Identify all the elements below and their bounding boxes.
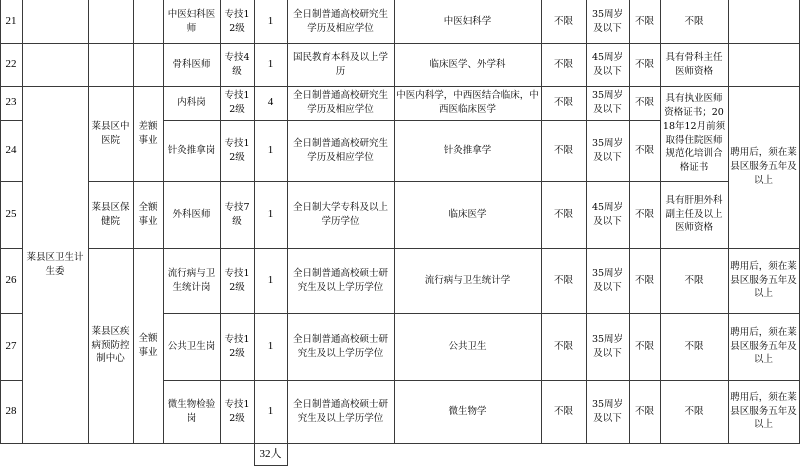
cell-education [287, 0, 394, 43]
cell-age [586, 181, 629, 248]
cell-level [220, 86, 254, 120]
cell-count-text: 1 [267, 207, 274, 220]
cell-c2 [629, 248, 660, 313]
cell-count [254, 248, 287, 313]
cell-post [163, 0, 220, 43]
cell-other [660, 181, 728, 248]
cell-level [220, 248, 254, 313]
cell-id-text: 21 [5, 14, 17, 27]
cell-c2-text: 不限 [634, 58, 654, 70]
cell-other [660, 43, 728, 86]
cell-c1-text: 不限 [553, 208, 573, 220]
cell-major-text: 微生物学 [448, 405, 487, 417]
cell-post-text: 中医妇科医师 [167, 8, 216, 34]
cell-post-text: 骨科医师 [172, 58, 211, 70]
cell-count-text: 4 [267, 96, 274, 109]
cell-level [220, 181, 254, 248]
funding-type-cell-text: 差额事业 [138, 120, 158, 146]
cell-level [220, 120, 254, 181]
cell-remark-text: 聘用后，须在莱县区服务五年及以上 [730, 391, 797, 431]
cell-education [287, 248, 394, 313]
cell-education [287, 313, 394, 380]
cell-count-text: 1 [267, 57, 274, 70]
cell-post-text: 针灸推拿岗 [167, 144, 216, 156]
funding-type-cell [133, 248, 163, 443]
cell-id-text: 22 [5, 57, 17, 70]
cell-c1 [541, 43, 586, 86]
cell-level-text: 专技12级 [224, 8, 250, 34]
cell-education-text: 国民教育本科及以上学历 [292, 51, 388, 77]
cell-age [586, 0, 629, 43]
cell-c1 [541, 313, 586, 380]
cell-education-text: 全日制普通高校研究生学历及相应学位 [292, 90, 388, 115]
cell-other [660, 248, 728, 313]
cell-education [287, 181, 394, 248]
funding-type-cell-text: 全额事业 [138, 332, 158, 358]
cell-other-text: 不限 [684, 340, 704, 352]
cell-level [220, 313, 254, 380]
cell-c2-text: 不限 [634, 405, 654, 417]
cell-major-text: 中医妇科学 [443, 15, 492, 27]
cell-id-text: 27 [5, 339, 17, 352]
cell-count [254, 86, 287, 120]
cell-post-text: 公共卫生岗 [167, 340, 216, 352]
cell-remark-text: 聘用后，须在莱县区服务五年及以上 [730, 326, 797, 366]
cell-post [163, 313, 220, 380]
cell-c2 [629, 0, 660, 43]
cell-major-text: 流行病与卫生统计学 [424, 274, 511, 286]
cell-education-text: 全日制普通高校硕士研究生及以上学历学位 [292, 398, 388, 424]
cell-education-text: 全日制普通高校硕士研究生及以上学历学位 [292, 267, 388, 293]
cell-count-text: 1 [267, 143, 274, 156]
unit-cell-text: 莱县区保健院 [91, 201, 130, 227]
cell-age [586, 86, 629, 120]
unit-cell [88, 86, 133, 181]
cell-c2 [629, 120, 660, 181]
cell-id [0, 380, 22, 443]
cell-count [254, 181, 287, 248]
cell-count [254, 313, 287, 380]
cell-level [220, 0, 254, 43]
cell-id-text: 25 [5, 207, 17, 220]
total-cell-text: 32人 [259, 447, 282, 460]
department-cell-text: 莱县区卫生计生委 [26, 251, 84, 277]
cell-c2 [629, 313, 660, 380]
cell-major-text: 临床医学、外学科 [429, 58, 506, 70]
cell-education [287, 43, 394, 86]
cell-count-text: 1 [267, 14, 274, 27]
cell-c1-text: 不限 [553, 58, 573, 70]
other-requirement-cell-text: 具有执业医师资格证书；2018年12月前须取得住院医师规范化培训合格证书 [662, 93, 726, 174]
funding-type-cell [133, 86, 163, 181]
unit-cell [88, 181, 133, 248]
cell-remark [728, 380, 799, 443]
cell-education-text: 全日制大学专科及以上学历学位 [292, 201, 388, 227]
cell-c1 [541, 120, 586, 181]
cell-post [163, 181, 220, 248]
remark-cell [728, 86, 799, 248]
cell-c2-text: 不限 [634, 97, 654, 109]
unit-cell [88, 248, 133, 443]
cell-c2-text: 不限 [634, 274, 654, 286]
cell-post-text: 内科岗 [177, 97, 206, 109]
cell-id-text: 28 [5, 404, 17, 417]
cell-education-text: 全日制普通高校硕士研究生及以上学历学位 [292, 333, 388, 359]
cell-age-text: 35周岁及以下 [591, 137, 624, 163]
grid-line [0, 443, 800, 444]
cell-level-text: 专技4级 [224, 51, 250, 77]
cell-id-text: 23 [5, 96, 17, 109]
cell-level [220, 380, 254, 443]
cell-major [394, 120, 541, 181]
cell-age-text: 35周岁及以下 [591, 8, 624, 34]
cell-c2 [629, 380, 660, 443]
cell-c1 [541, 248, 586, 313]
cell-post [163, 120, 220, 181]
cell-id [0, 0, 22, 43]
cell-c1 [541, 0, 586, 43]
cell-remark [728, 248, 799, 313]
cell-education-text: 全日制普通高校研究生学历及相应学位 [292, 137, 388, 163]
cell-other [660, 380, 728, 443]
cell-c2-text: 不限 [634, 208, 654, 220]
cell-id [0, 248, 22, 313]
cell-major [394, 313, 541, 380]
cell-c1-text: 不限 [553, 144, 573, 156]
cell-education [287, 120, 394, 181]
cell-id [0, 313, 22, 380]
cell-age-text: 45周岁及以下 [591, 201, 624, 227]
cell-major [394, 0, 541, 43]
cell-major-text: 临床医学 [448, 208, 487, 220]
cell-c1-text: 不限 [553, 340, 573, 352]
cell-major-text: 中医内科学，中西医结合临床，中西医临床医学 [396, 90, 539, 115]
cell-c2-text: 不限 [634, 144, 654, 156]
funding-type-cell [133, 181, 163, 248]
cell-age [586, 120, 629, 181]
cell-c1-text: 不限 [553, 97, 573, 109]
cell-level-text: 专技12级 [224, 267, 250, 293]
unit-cell-text: 莱县区中医院 [91, 120, 130, 146]
remark-cell-text: 聘用后，须在莱县区服务五年及以上 [730, 147, 797, 186]
cell-id-text: 26 [5, 273, 17, 286]
cell-age-text: 35周岁及以下 [591, 333, 624, 359]
cell-remark-text: 聘用后，须在莱县区服务五年及以上 [730, 260, 797, 300]
cell-other-text: 不限 [684, 405, 704, 417]
cell-other-text: 具有骨科主任医师资格 [665, 51, 723, 77]
cell-c2 [629, 181, 660, 248]
cell-other-text: 不限 [684, 274, 704, 286]
department-cell [22, 86, 88, 443]
cell-level-text: 专技12级 [224, 333, 250, 359]
cell-education [287, 380, 394, 443]
cell-post-text: 微生物检验岗 [167, 398, 216, 424]
total-cell [254, 443, 287, 466]
cell-level-text: 专技12级 [224, 90, 250, 115]
grid-line [287, 443, 288, 466]
cell-education-text: 全日制普通高校研究生学历及相应学位 [292, 8, 388, 34]
cell-count-text: 1 [267, 404, 274, 417]
cell-major [394, 43, 541, 86]
cell-level [220, 43, 254, 86]
cell-level-text: 专技12级 [224, 398, 250, 424]
cell-count [254, 120, 287, 181]
cell-c2 [629, 86, 660, 120]
cell-id [0, 120, 22, 181]
cell-count [254, 43, 287, 86]
cell-age [586, 380, 629, 443]
cell-id [0, 181, 22, 248]
cell-age-text: 35周岁及以下 [591, 90, 624, 115]
cell-post-text: 流行病与卫生统计岗 [167, 267, 216, 293]
cell-c1 [541, 86, 586, 120]
cell-major [394, 86, 541, 120]
cell-id-text: 24 [5, 143, 17, 156]
cell-age [586, 43, 629, 86]
cell-age [586, 313, 629, 380]
cell-major-text: 公共卫生 [448, 340, 487, 352]
cell-count-text: 1 [267, 339, 274, 352]
cell-age-text: 35周岁及以下 [591, 267, 624, 293]
cell-education [287, 86, 394, 120]
cell-post [163, 380, 220, 443]
cell-other-text: 不限 [684, 15, 704, 27]
other-requirement-cell [660, 86, 728, 181]
cell-other-text: 具有肝胆外科副主任及以上医师资格 [665, 194, 723, 234]
cell-other [660, 313, 728, 380]
cell-count [254, 0, 287, 43]
cell-major [394, 380, 541, 443]
cell-post [163, 86, 220, 120]
cell-c1-text: 不限 [553, 15, 573, 27]
unit-cell-text: 莱县区疾病预防控制中心 [91, 325, 130, 365]
cell-c1 [541, 181, 586, 248]
cell-other [660, 0, 728, 43]
cell-count-text: 1 [267, 273, 274, 286]
cell-id [0, 43, 22, 86]
cell-age-text: 35周岁及以下 [591, 398, 624, 424]
cell-age [586, 248, 629, 313]
cell-major [394, 181, 541, 248]
cell-c1-text: 不限 [553, 405, 573, 417]
cell-c1 [541, 380, 586, 443]
cell-age-text: 45周岁及以下 [591, 51, 624, 77]
cell-major-text: 针灸推拿学 [443, 144, 492, 156]
cell-post-text: 外科医师 [172, 208, 211, 220]
cell-level-text: 专技7级 [224, 201, 250, 227]
cell-c2 [629, 43, 660, 86]
grid-line [728, 0, 729, 86]
cell-id [0, 86, 22, 120]
cell-c1-text: 不限 [553, 274, 573, 286]
cell-c2-text: 不限 [634, 15, 654, 27]
cell-level-text: 专技12级 [224, 137, 250, 163]
cell-post [163, 43, 220, 86]
cell-count [254, 380, 287, 443]
funding-type-cell-text: 全额事业 [138, 201, 158, 227]
cell-c2-text: 不限 [634, 340, 654, 352]
cell-remark [728, 313, 799, 380]
cell-major [394, 248, 541, 313]
cell-post [163, 248, 220, 313]
